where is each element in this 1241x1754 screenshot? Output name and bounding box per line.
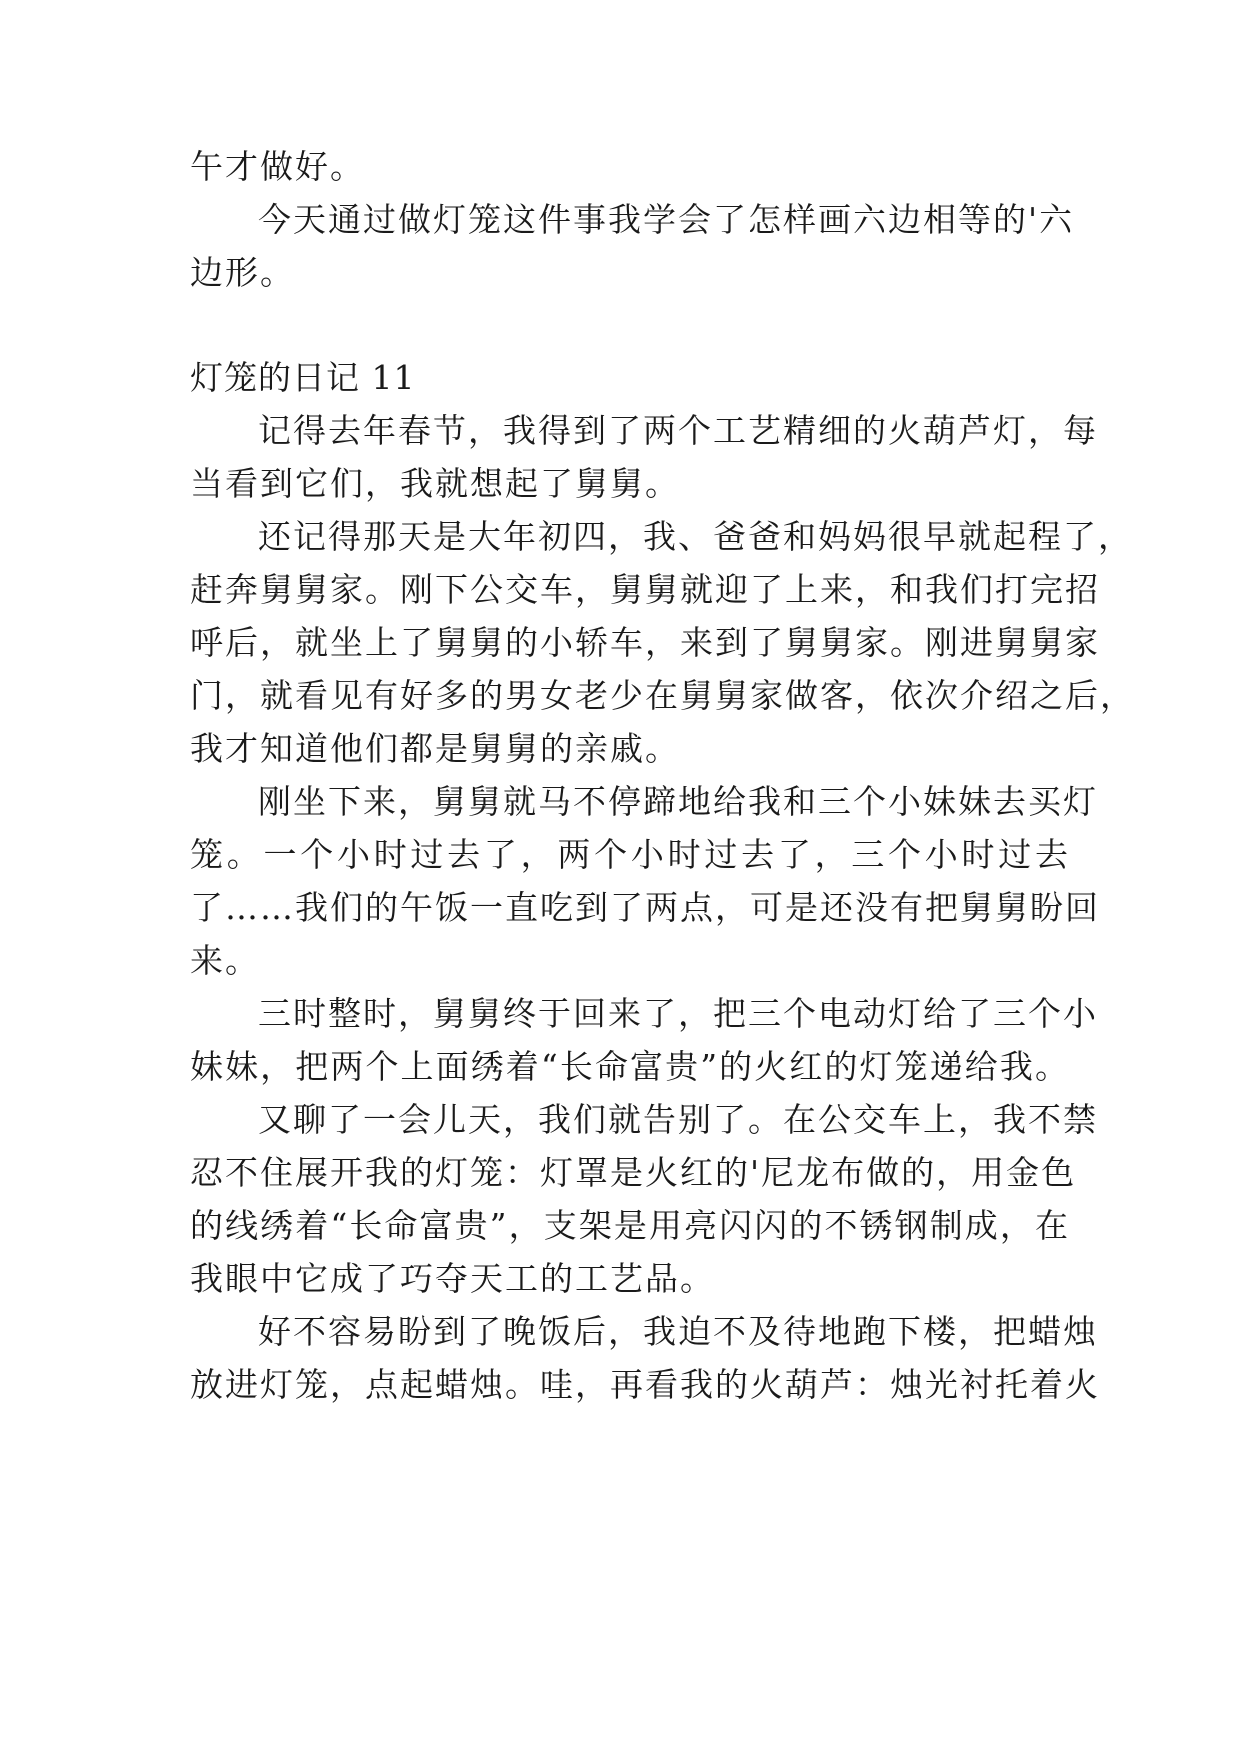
text-line: 忍不住展开我的灯笼：灯罩是火红的'尼龙布做的，用金色 [190,1153,1077,1192]
text-line: 又聊了一会儿天，我们就告别了。在公交车上，我不禁 [258,1100,1098,1139]
text-line: 午才做好。 [190,147,365,186]
text-line: 门，就看见有好多的男女老少在舅舅家做客，依次介绍之后， [190,676,1135,715]
text-line: 我眼中它成了巧夺天工的工艺品。 [190,1259,715,1298]
text-line: 还记得那天是大年初四，我、爸爸和妈妈很早就起程了， [258,517,1133,556]
text-line: 了……我们的午饭一直吃到了两点，可是还没有把舅舅盼回 [190,888,1100,927]
text-line: 今天通过做灯笼这件事我学会了怎样画六边相等的'六 [258,200,1075,239]
text-line: 边形。 [190,253,295,292]
text-line: 赶奔舅舅家。刚下公交车，舅舅就迎了上来，和我们打完招 [190,570,1100,609]
section-title: 灯笼的日记 11 [190,358,416,397]
text-line: 记得去年春节，我得到了两个工艺精细的火葫芦灯，每 [258,411,1098,450]
text-line: 呼后，就坐上了舅舅的小轿车，来到了舅舅家。刚进舅舅家 [190,623,1100,662]
text-line: 妹妹，把两个上面绣着“长命富贵”的火红的灯笼递给我。 [190,1047,1070,1086]
text-line: 放进灯笼，点起蜡烛。哇，再看我的火葫芦：烛光衬托着火 [190,1365,1100,1404]
text-line: 当看到它们，我就想起了舅舅。 [190,464,680,503]
text-line: 刚坐下来，舅舅就马不停蹄地给我和三个小妹妹去买灯 [258,782,1098,821]
text-line: 好不容易盼到了晚饭后，我迫不及待地跑下楼，把蜡烛 [258,1312,1098,1351]
text-line: 笼。一个小时过去了，两个小时过去了，三个小时过去 [190,835,1070,874]
text-line: 的线绣着“长命富贵”，支架是用亮闪闪的不锈钢制成，在 [190,1206,1070,1245]
text-line: 来。 [190,941,260,980]
text-line: 三时整时，舅舅终于回来了，把三个电动灯给了三个小 [258,994,1098,1033]
text-line: 我才知道他们都是舅舅的亲戚。 [190,729,680,768]
